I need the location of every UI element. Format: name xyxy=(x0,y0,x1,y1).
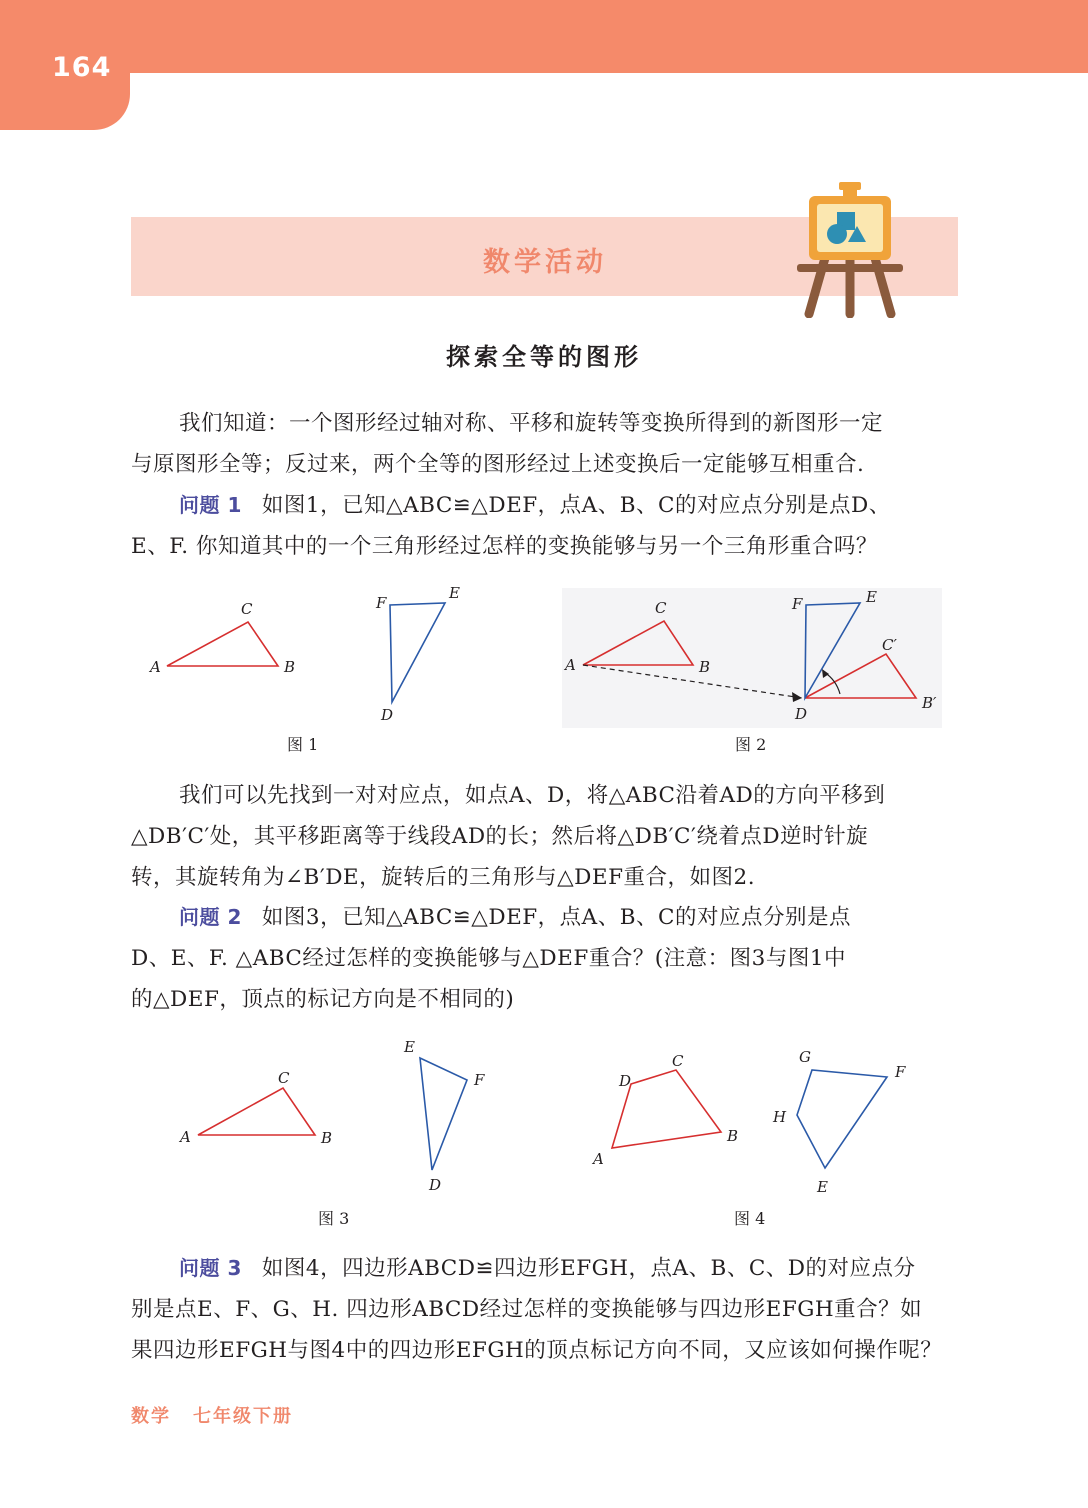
label-a: A xyxy=(593,1150,604,1168)
footer xyxy=(131,1402,315,1428)
explanation-line-2: △DB′C′处，其平移距离等于线段AD的长；然后将△DB′C′绕着点D逆时针旋 xyxy=(131,824,869,849)
figure-4 xyxy=(580,1040,920,1200)
question-3 xyxy=(131,1248,961,1371)
label-f: F xyxy=(895,1063,906,1081)
explanation-line-1: 我们可以先找到一对对应点，如点A、D，将△ABC沿着AD的方向平移到 xyxy=(179,783,886,808)
label-e: E xyxy=(449,584,460,602)
label-e: E xyxy=(817,1178,828,1196)
question-3-line-2: 别是点E、F、G、H. 四边形ABCD经过怎样的变换能够与四边形EFGH重合？如 xyxy=(131,1297,923,1322)
label-d: D xyxy=(619,1072,632,1090)
question-2-label: 问题 2 xyxy=(179,905,242,929)
question-1-label: 问题 1 xyxy=(179,493,242,517)
label-f: F xyxy=(376,594,387,612)
question-2-line-3: 的△DEF，顶点的标记方向是不相同的) xyxy=(131,987,515,1012)
label-e: E xyxy=(866,588,877,606)
question-3-line-3: 果四边形EFGH与图4中的四边形EFGH的顶点标记方向不同，又应该如何操作呢？ xyxy=(131,1338,943,1363)
activity-title: 数学活动 xyxy=(483,247,607,278)
label-b: B xyxy=(727,1127,739,1145)
label-b: B xyxy=(321,1129,333,1147)
question-2 xyxy=(131,897,961,1020)
figure-1 xyxy=(130,580,490,730)
label-c: C xyxy=(655,599,667,617)
quadrilateral-efgh xyxy=(797,1070,887,1168)
intro-paragraph xyxy=(131,403,961,485)
figure-3 xyxy=(170,1030,510,1200)
label-f: F xyxy=(792,595,803,613)
intro-line-2: 与原图形全等；反过来，两个全等的图形经过上述变换后一定能够互相重合. xyxy=(131,452,865,477)
label-e: E xyxy=(404,1038,415,1056)
easel-icon xyxy=(795,178,905,318)
label-b: B xyxy=(699,658,711,676)
label-a: A xyxy=(180,1128,191,1146)
question-1-line-1: 如图1，已知△ABC≌△DEF，点A、B、C的对应点分别是点D、 xyxy=(261,493,891,518)
question-3-line-1: 如图4，四边形ABCD≌四边形EFGH，点A、B、C、D的对应点分 xyxy=(261,1256,916,1281)
triangle-def xyxy=(420,1058,467,1170)
label-h: H xyxy=(773,1108,787,1126)
question-1 xyxy=(131,485,961,567)
page-number: 164 xyxy=(52,52,112,83)
label-d: D xyxy=(429,1176,442,1194)
triangle-abc xyxy=(167,622,278,666)
footer-grade: 七年级下册 xyxy=(193,1406,293,1427)
header-bar xyxy=(0,0,1088,73)
explanation-line-3: 转，其旋转角为∠B′DE，旋转后的三角形与△DEF重合，如图2. xyxy=(131,865,756,890)
label-a: A xyxy=(150,658,161,676)
question-2-line-1: 如图3，已知△ABC≌△DEF，点A、B、C的对应点分别是点 xyxy=(261,905,851,930)
section-title: 探索全等的图形 xyxy=(446,343,642,371)
triangle-abc xyxy=(198,1088,315,1135)
label-b: B xyxy=(284,658,296,676)
figure-2 xyxy=(562,588,942,728)
figure-1-caption: 图 1 xyxy=(287,735,319,754)
label-c-prime: C′ xyxy=(882,636,897,654)
label-c: C xyxy=(241,600,253,618)
label-c: C xyxy=(672,1052,684,1070)
question-2-line-2: D、E、F. △ABC经过怎样的变换能够与△DEF重合？(注意：图3与图1中 xyxy=(131,946,847,971)
footer-subject: 数学 xyxy=(131,1406,171,1427)
question-3-label: 问题 3 xyxy=(179,1256,242,1280)
figure-3-caption: 图 3 xyxy=(318,1209,350,1228)
label-f: F xyxy=(474,1071,485,1089)
label-c: C xyxy=(278,1069,290,1087)
label-g: G xyxy=(799,1048,811,1066)
explanation-paragraph xyxy=(131,775,961,898)
figure-4-caption: 图 4 xyxy=(734,1209,766,1228)
intro-line-1: 我们知道：一个图形经过轴对称、平移和旋转等变换所得到的新图形一定 xyxy=(179,411,884,436)
question-1-line-2: E、F. 你知道其中的一个三角形经过怎样的变换能够与另一个三角形重合吗？ xyxy=(131,534,878,559)
label-b-prime: B′ xyxy=(922,694,937,712)
label-d: D xyxy=(381,706,394,724)
label-a: A xyxy=(565,656,576,674)
label-d: D xyxy=(795,705,808,723)
triangle-def xyxy=(390,603,445,702)
figure-2-caption: 图 2 xyxy=(735,735,767,754)
